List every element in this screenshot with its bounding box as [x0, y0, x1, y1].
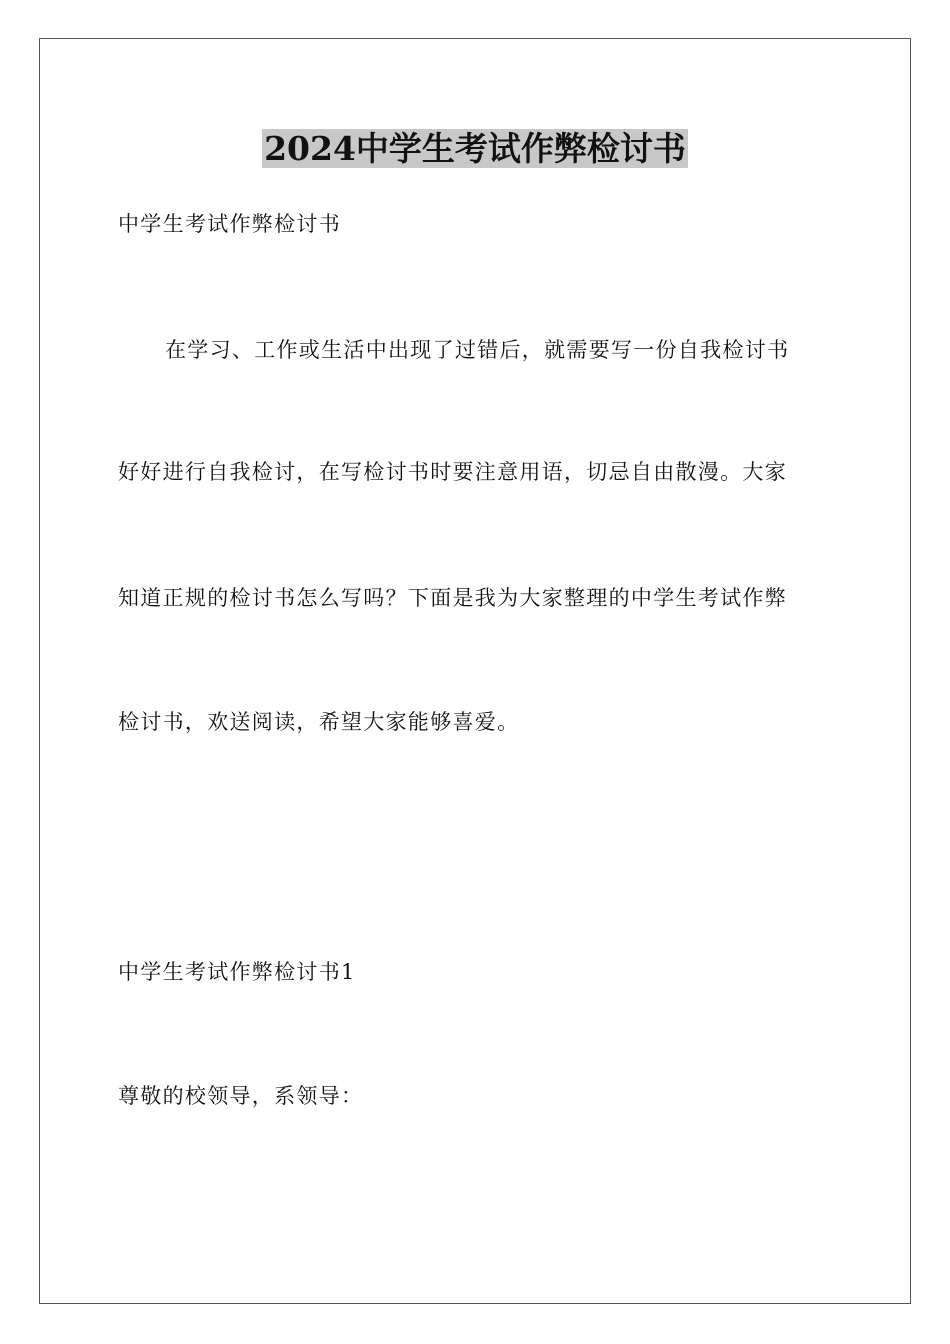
section-heading: 中学生考试作弊检讨书1 [118, 960, 356, 984]
salutation: 尊敬的校领导，系领导： [118, 1084, 364, 1108]
document-title-text: 2024中学生考试作弊检讨书 [264, 129, 686, 168]
intro-line-4: 检讨书，欢送阅读，希望大家能够喜爱。 [118, 710, 520, 734]
intro-line-3: 知道正规的检讨书怎么写吗？下面是我为大家整理的中学生考试作弊 [118, 586, 787, 610]
intro-line-1: 在学习、工作或生活中出现了过错后，就需要写一份自我检讨书 [165, 338, 790, 362]
document-subtitle: 中学生考试作弊检讨书 [118, 212, 341, 236]
intro-line-2: 好好进行自我检讨，在写检讨书时要注意用语，切忌自由散漫。大家 [118, 460, 787, 484]
document-title [0, 128, 950, 170]
